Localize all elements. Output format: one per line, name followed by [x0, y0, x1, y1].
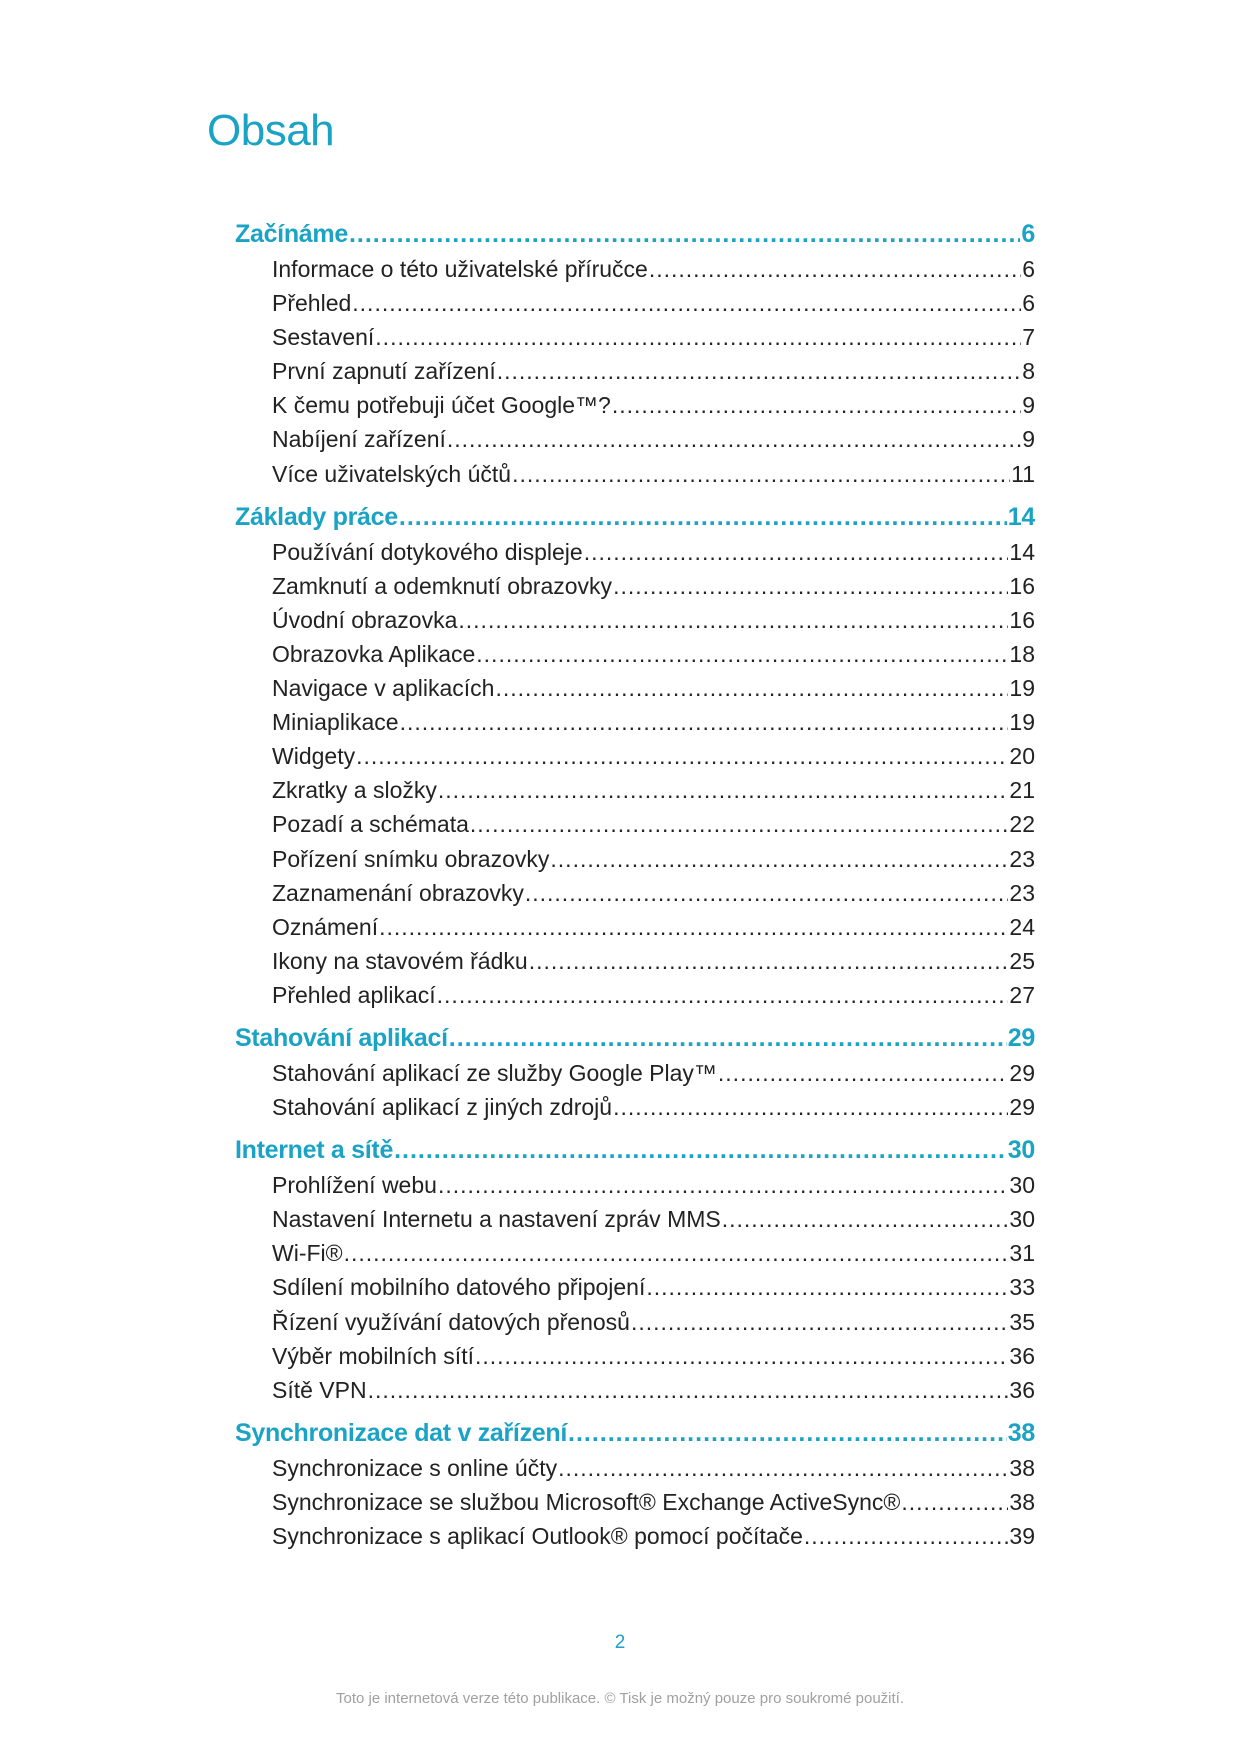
toc-entry-label: První zapnutí zařízení — [272, 358, 496, 385]
toc-entry[interactable] — [235, 1206, 1035, 1240]
toc-entry-label: Widgety — [272, 743, 356, 770]
dot-leader — [568, 1419, 1007, 1448]
toc-entry[interactable] — [235, 392, 1035, 426]
toc-entry-page: 25 — [1009, 947, 1035, 974]
toc-entry-page: 24 — [1009, 913, 1035, 940]
toc-section-page: 29 — [1007, 1023, 1035, 1052]
toc-section[interactable] — [235, 220, 1035, 256]
toc-entry-label: Wi-Fi® — [272, 1240, 343, 1267]
footer-note: Toto je internetová verze této publikace. © Tisk je možný pouze pro soukromé použití. — [335, 1690, 904, 1707]
dot-leader — [447, 426, 1021, 453]
toc-entry-label: Zaznamenání obrazovky — [272, 879, 524, 906]
toc-entry-page: 19 — [1009, 675, 1035, 702]
toc-entry[interactable] — [235, 358, 1035, 392]
toc-entry-label: Pořízení snímku obrazovky — [272, 845, 550, 872]
toc-entry-page: 9 — [1022, 392, 1035, 419]
toc-entry-label: Stahování aplikací z jiných zdrojů — [272, 1094, 613, 1121]
toc-entry[interactable] — [235, 880, 1035, 914]
dot-leader — [470, 811, 1009, 838]
dot-leader — [722, 1206, 1009, 1233]
dot-leader — [399, 503, 1007, 532]
toc-entry-page: 16 — [1009, 572, 1035, 599]
toc-entry-label: Výběr mobilních sítí — [272, 1342, 474, 1369]
toc-section-label: Základy práce — [235, 502, 398, 531]
toc-entry[interactable] — [235, 982, 1035, 1016]
table-of-contents — [235, 220, 1035, 1557]
toc-entry-label: Sestavení — [272, 324, 375, 351]
dot-leader — [476, 641, 1008, 668]
toc-entry-page: 29 — [1009, 1094, 1035, 1121]
toc-entry-label: Zkratky a složky — [272, 777, 437, 804]
dot-leader — [438, 1172, 1008, 1199]
toc-entry[interactable] — [235, 256, 1035, 290]
toc-entry[interactable] — [235, 607, 1035, 641]
toc-entry-page: 11 — [1011, 460, 1035, 487]
dot-leader — [475, 1343, 1008, 1370]
toc-entry[interactable] — [235, 641, 1035, 675]
toc-section-page: 6 — [1021, 220, 1035, 248]
toc-section[interactable] — [235, 1419, 1035, 1455]
toc-entry-page: 23 — [1009, 879, 1035, 906]
dot-leader — [375, 324, 1021, 351]
dot-leader — [394, 1136, 1007, 1165]
dot-leader — [525, 880, 1009, 907]
toc-entry-page: 27 — [1009, 981, 1035, 1008]
toc-entry[interactable] — [235, 1343, 1035, 1377]
dot-leader — [612, 392, 1021, 419]
toc-entry[interactable] — [235, 914, 1035, 948]
dot-leader — [349, 220, 1020, 249]
toc-entry-page: 16 — [1009, 606, 1035, 633]
toc-entry-label: Miniaplikace — [272, 709, 399, 736]
toc-section-page: 30 — [1007, 1136, 1035, 1165]
dot-leader — [344, 1240, 1009, 1267]
dot-leader — [558, 1455, 1008, 1482]
toc-entry-label: Stahování aplikací ze služby Google Play™ — [272, 1059, 717, 1086]
toc-entry[interactable] — [235, 777, 1035, 811]
dot-leader — [438, 777, 1009, 804]
toc-entry[interactable] — [235, 1523, 1035, 1557]
toc-entry-page: 19 — [1009, 709, 1035, 736]
toc-entry-label: Synchronizace se službou Microsoft® Exchange ActiveSync® — [272, 1488, 901, 1515]
dot-leader — [400, 709, 1009, 736]
toc-entry[interactable] — [235, 539, 1035, 573]
toc-entry[interactable] — [235, 811, 1035, 845]
toc-entry[interactable] — [235, 426, 1035, 460]
dot-leader — [529, 948, 1009, 975]
toc-entry-label: Nastavení Internetu a nastavení zpráv MMS — [272, 1206, 721, 1233]
toc-entry[interactable] — [235, 290, 1035, 324]
toc-entry-page: 21 — [1009, 777, 1035, 804]
toc-section[interactable] — [235, 1136, 1035, 1172]
toc-entry-page: 18 — [1009, 640, 1035, 667]
dot-leader — [379, 914, 1008, 941]
toc-entry[interactable] — [235, 1060, 1035, 1094]
dot-leader — [631, 1309, 1008, 1336]
toc-entry-label: Zamknutí a odemknutí obrazovky — [272, 572, 613, 599]
toc-section[interactable] — [235, 503, 1035, 539]
toc-entry-page: 6 — [1022, 290, 1035, 317]
toc-section-label: Stahování aplikací — [235, 1023, 448, 1052]
dot-leader — [497, 358, 1021, 385]
toc-section-page: 38 — [1007, 1418, 1035, 1447]
toc-entry-page: 38 — [1009, 1454, 1035, 1481]
toc-entry[interactable] — [235, 709, 1035, 743]
toc-entry-page: 30 — [1009, 1206, 1035, 1233]
toc-entry-page: 14 — [1009, 538, 1035, 565]
toc-entry[interactable] — [235, 846, 1035, 880]
toc-entry-label: Prohlížení webu — [272, 1172, 437, 1199]
toc-entry[interactable] — [235, 1172, 1035, 1206]
toc-entry-label: Obrazovka Aplikace — [272, 640, 476, 667]
dot-leader — [584, 539, 1009, 566]
toc-entry[interactable] — [235, 1377, 1035, 1411]
toc-entry-label: Úvodní obrazovka — [272, 606, 458, 633]
dot-leader — [613, 573, 1008, 600]
dot-leader — [718, 1060, 1009, 1087]
dot-leader — [495, 675, 1008, 702]
dot-leader — [352, 290, 1021, 317]
toc-entry[interactable] — [235, 573, 1035, 607]
toc-entry-label: Ikony na stavovém řádku — [272, 947, 528, 974]
toc-entry[interactable] — [235, 743, 1035, 777]
toc-section[interactable] — [235, 1024, 1035, 1060]
dot-leader — [449, 1024, 1007, 1053]
toc-section-label: Internet a sítě — [235, 1136, 394, 1165]
toc-entry-label: Sítě VPN — [272, 1376, 367, 1403]
toc-entry-label: Navigace v aplikacích — [272, 675, 495, 702]
toc-entry-label: Přehled aplikací — [272, 981, 436, 1008]
toc-entry[interactable] — [235, 948, 1035, 982]
toc-entry-label: Synchronizace s aplikací Outlook® pomocí počítače — [272, 1523, 803, 1549]
page-number: 2 — [614, 1632, 626, 1653]
toc-entry-page: 8 — [1022, 358, 1035, 385]
toc-entry-page: 36 — [1009, 1342, 1035, 1369]
toc-entry[interactable] — [235, 1455, 1035, 1489]
dot-leader — [646, 1274, 1008, 1301]
toc-entry-page: 20 — [1009, 743, 1035, 770]
toc-section-label: Synchronizace dat v zařízení — [235, 1418, 567, 1447]
dot-leader — [649, 256, 1021, 283]
dot-leader — [613, 1094, 1008, 1121]
toc-entry-page: 23 — [1009, 845, 1035, 872]
toc-section-label: Začínáme — [235, 220, 348, 248]
toc-entry[interactable] — [235, 324, 1035, 358]
toc-entry-page: 29 — [1009, 1059, 1035, 1086]
toc-entry[interactable] — [235, 461, 1035, 495]
toc-entry[interactable] — [235, 1309, 1035, 1343]
toc-entry-page: 31 — [1009, 1240, 1035, 1267]
toc-entry-label: Informace o této uživatelské příručce — [272, 256, 648, 282]
dot-leader — [901, 1489, 1008, 1516]
toc-entry-page: 38 — [1009, 1488, 1035, 1515]
dot-leader — [437, 982, 1009, 1009]
toc-entry-label: Sdílení mobilního datového připojení — [272, 1274, 646, 1301]
toc-entry-page: 35 — [1009, 1308, 1035, 1335]
toc-entry-label: Řízení využívání datových přenosů — [272, 1308, 630, 1335]
toc-entry-label: Synchronizace s online účty — [272, 1454, 558, 1481]
toc-entry-label: Přehled — [272, 290, 352, 317]
toc-entry[interactable] — [235, 675, 1035, 709]
page-title: Obsah — [207, 106, 335, 155]
toc-entry-page: 39 — [1009, 1523, 1035, 1549]
toc-entry[interactable] — [235, 1094, 1035, 1128]
toc-entry-page: 36 — [1009, 1376, 1035, 1403]
dot-leader — [804, 1523, 1009, 1550]
toc-entry-page: 7 — [1022, 324, 1035, 351]
toc-entry-page: 30 — [1009, 1172, 1035, 1199]
toc-entry[interactable] — [235, 1274, 1035, 1308]
dot-leader — [356, 743, 1008, 770]
toc-section-page: 14 — [1007, 502, 1035, 531]
dot-leader — [368, 1377, 1009, 1404]
toc-entry-label: K čemu potřebuji účet Google™? — [272, 392, 611, 419]
toc-entry-page: 22 — [1009, 811, 1035, 838]
dot-leader — [512, 461, 1010, 488]
toc-entry-label: Pozadí a schémata — [272, 811, 469, 838]
toc-entry-page: 33 — [1009, 1274, 1035, 1301]
toc-entry-label: Více uživatelských účtů — [272, 460, 512, 487]
toc-entry[interactable] — [235, 1240, 1035, 1274]
toc-entry-page: 6 — [1022, 256, 1035, 282]
toc-entry[interactable] — [235, 1489, 1035, 1523]
toc-entry-label: Používání dotykového displeje — [272, 538, 583, 565]
dot-leader — [458, 607, 1008, 634]
toc-entry-page: 9 — [1022, 426, 1035, 453]
dot-leader — [550, 846, 1008, 873]
toc-entry-label: Oznámení — [272, 913, 379, 940]
toc-entry-label: Nabíjení zařízení — [272, 426, 446, 453]
